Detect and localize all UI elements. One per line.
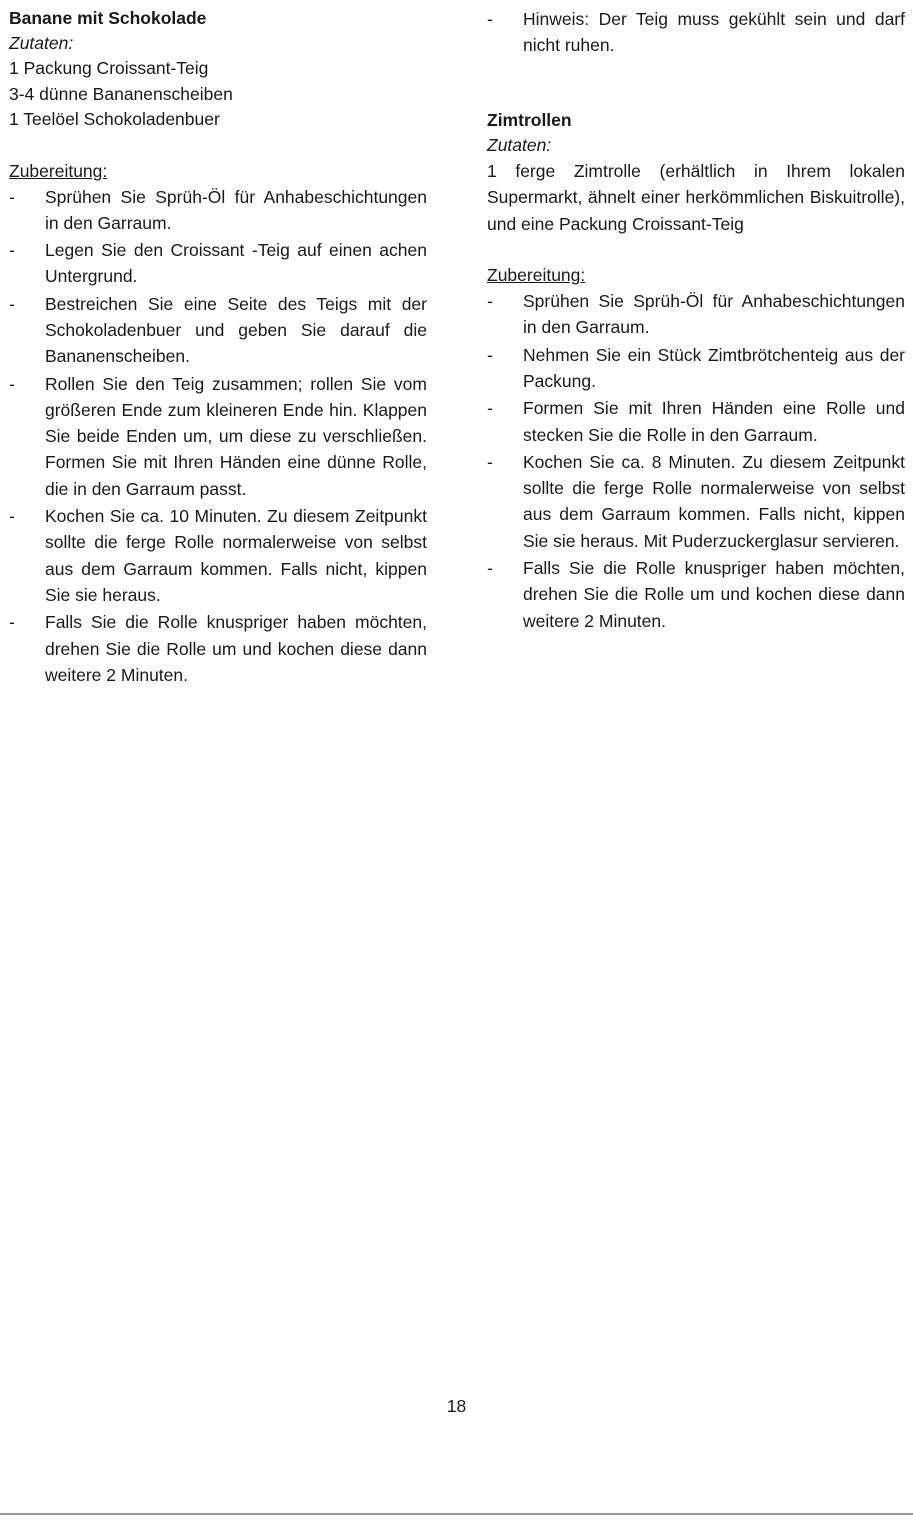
preparation-label: Zubereitung: (487, 265, 586, 286)
note-text: Hinweis: Der Teig muss gekühlt sein und darf nicht ruhen. (523, 9, 905, 56)
ingredients-text: 1 ferge Zimtrolle (erhältlich in Ihrem lokalen Supermarkt, ähnelt einer herkömmlichen Biskuitrolle), und eine Packung Croissant-Teig (487, 160, 905, 234)
step-text: Kochen Sie ca. 8 Minuten. Zu diesem Zeitpunkt sollte die ferge Rolle normalerweise von selbst aus dem Garraum kommen. Falls nicht, kippen Sie sie heraus. Mit Puderzuckerglasur servieren. (523, 451, 905, 551)
step-item (487, 449, 905, 554)
step-item (487, 555, 905, 634)
bullet-dash: - (487, 344, 493, 365)
ingredients-label: Zutaten: (487, 134, 552, 155)
left-column (9, 6, 427, 689)
bullet-dash: - (487, 398, 493, 419)
ingredient-item: 3-4 dünne Bananenscheiben (9, 83, 233, 104)
step-item (9, 609, 427, 688)
step-item (487, 288, 905, 341)
right-column (487, 6, 905, 635)
bullet-dash: - (9, 373, 15, 394)
bullet-dash: - (9, 240, 15, 261)
bullet-dash: - (9, 186, 15, 207)
bullet-dash: - (487, 451, 493, 472)
step-item (9, 184, 427, 237)
step-item (487, 342, 905, 395)
step-text: Sprühen Sie Sprüh-Öl für Anhabeschichtungen in den Garraum. (45, 186, 427, 233)
step-text: Sprühen Sie Sprüh-Öl für Anhabeschichtungen in den Garraum. (523, 291, 905, 338)
step-text: Formen Sie mit Ihren Händen eine Rolle und stecken Sie die Rolle in den Garraum. (523, 398, 905, 445)
note-item (487, 6, 905, 59)
step-item (9, 291, 427, 370)
step-item (487, 395, 905, 448)
step-item (9, 503, 427, 608)
bullet-dash: - (9, 506, 15, 527)
recipe-title-banana: Banane mit Schokolade (9, 8, 207, 28)
bullet-dash: - (9, 612, 15, 633)
step-text: Bestreichen Sie eine Seite des Teigs mit der Schokoladenbuer und geben Sie darauf die Bananenscheiben. (45, 293, 427, 367)
step-item (9, 371, 427, 502)
step-text: Falls Sie die Rolle knuspriger haben möchten, drehen Sie die Rolle um und kochen diese dann weitere 2 Minuten. (523, 558, 905, 631)
step-text: Rollen Sie den Teig zusammen; rollen Sie vom größeren Ende zum kleineren Ende hin. Klappen Sie beide Enden um, um diese zu verschließen. Formen Sie mit Ihren Händen eine dünne Rolle, die in den Garraum passt. (45, 373, 427, 499)
step-item (9, 237, 427, 290)
preparation-steps (9, 184, 427, 689)
bottom-divider (0, 1513, 913, 1515)
bullet-dash: - (9, 293, 15, 314)
preparation-label: Zubereitung: (9, 160, 108, 181)
spacer (9, 133, 427, 159)
bullet-dash: - (487, 291, 493, 312)
spacer (487, 60, 905, 108)
spacer (487, 237, 905, 263)
bullet-dash: - (487, 9, 493, 29)
step-text: Kochen Sie ca. 10 Minuten. Zu diesem Zeitpunkt sollte die ferge Rolle normalerweise von selbst aus dem Garraum kommen. Falls nicht, kippen Sie sie heraus. (45, 506, 427, 605)
step-text: Legen Sie den Croissant -Teig auf einen achen Untergrund. (45, 240, 427, 287)
page-number: 18 (446, 1396, 467, 1416)
preparation-steps (487, 288, 905, 634)
bullet-dash: - (487, 558, 493, 579)
ingredients-label: Zutaten: (9, 33, 74, 53)
step-text: Falls Sie die Rolle knuspriger haben möchten, drehen Sie die Rolle um und kochen diese dann weitere 2 Minuten. (45, 612, 427, 685)
ingredient-item: 1 Teelöel Schokoladenbuer (9, 109, 220, 129)
note-list (487, 6, 905, 59)
ingredient-item: 1 Packung Croissant-Teig (9, 58, 209, 78)
recipe-title-cinnamon: Zimtrollen (487, 109, 572, 130)
step-text: Nehmen Sie ein Stück Zimtbrötchenteig aus der Packung. (523, 344, 905, 391)
